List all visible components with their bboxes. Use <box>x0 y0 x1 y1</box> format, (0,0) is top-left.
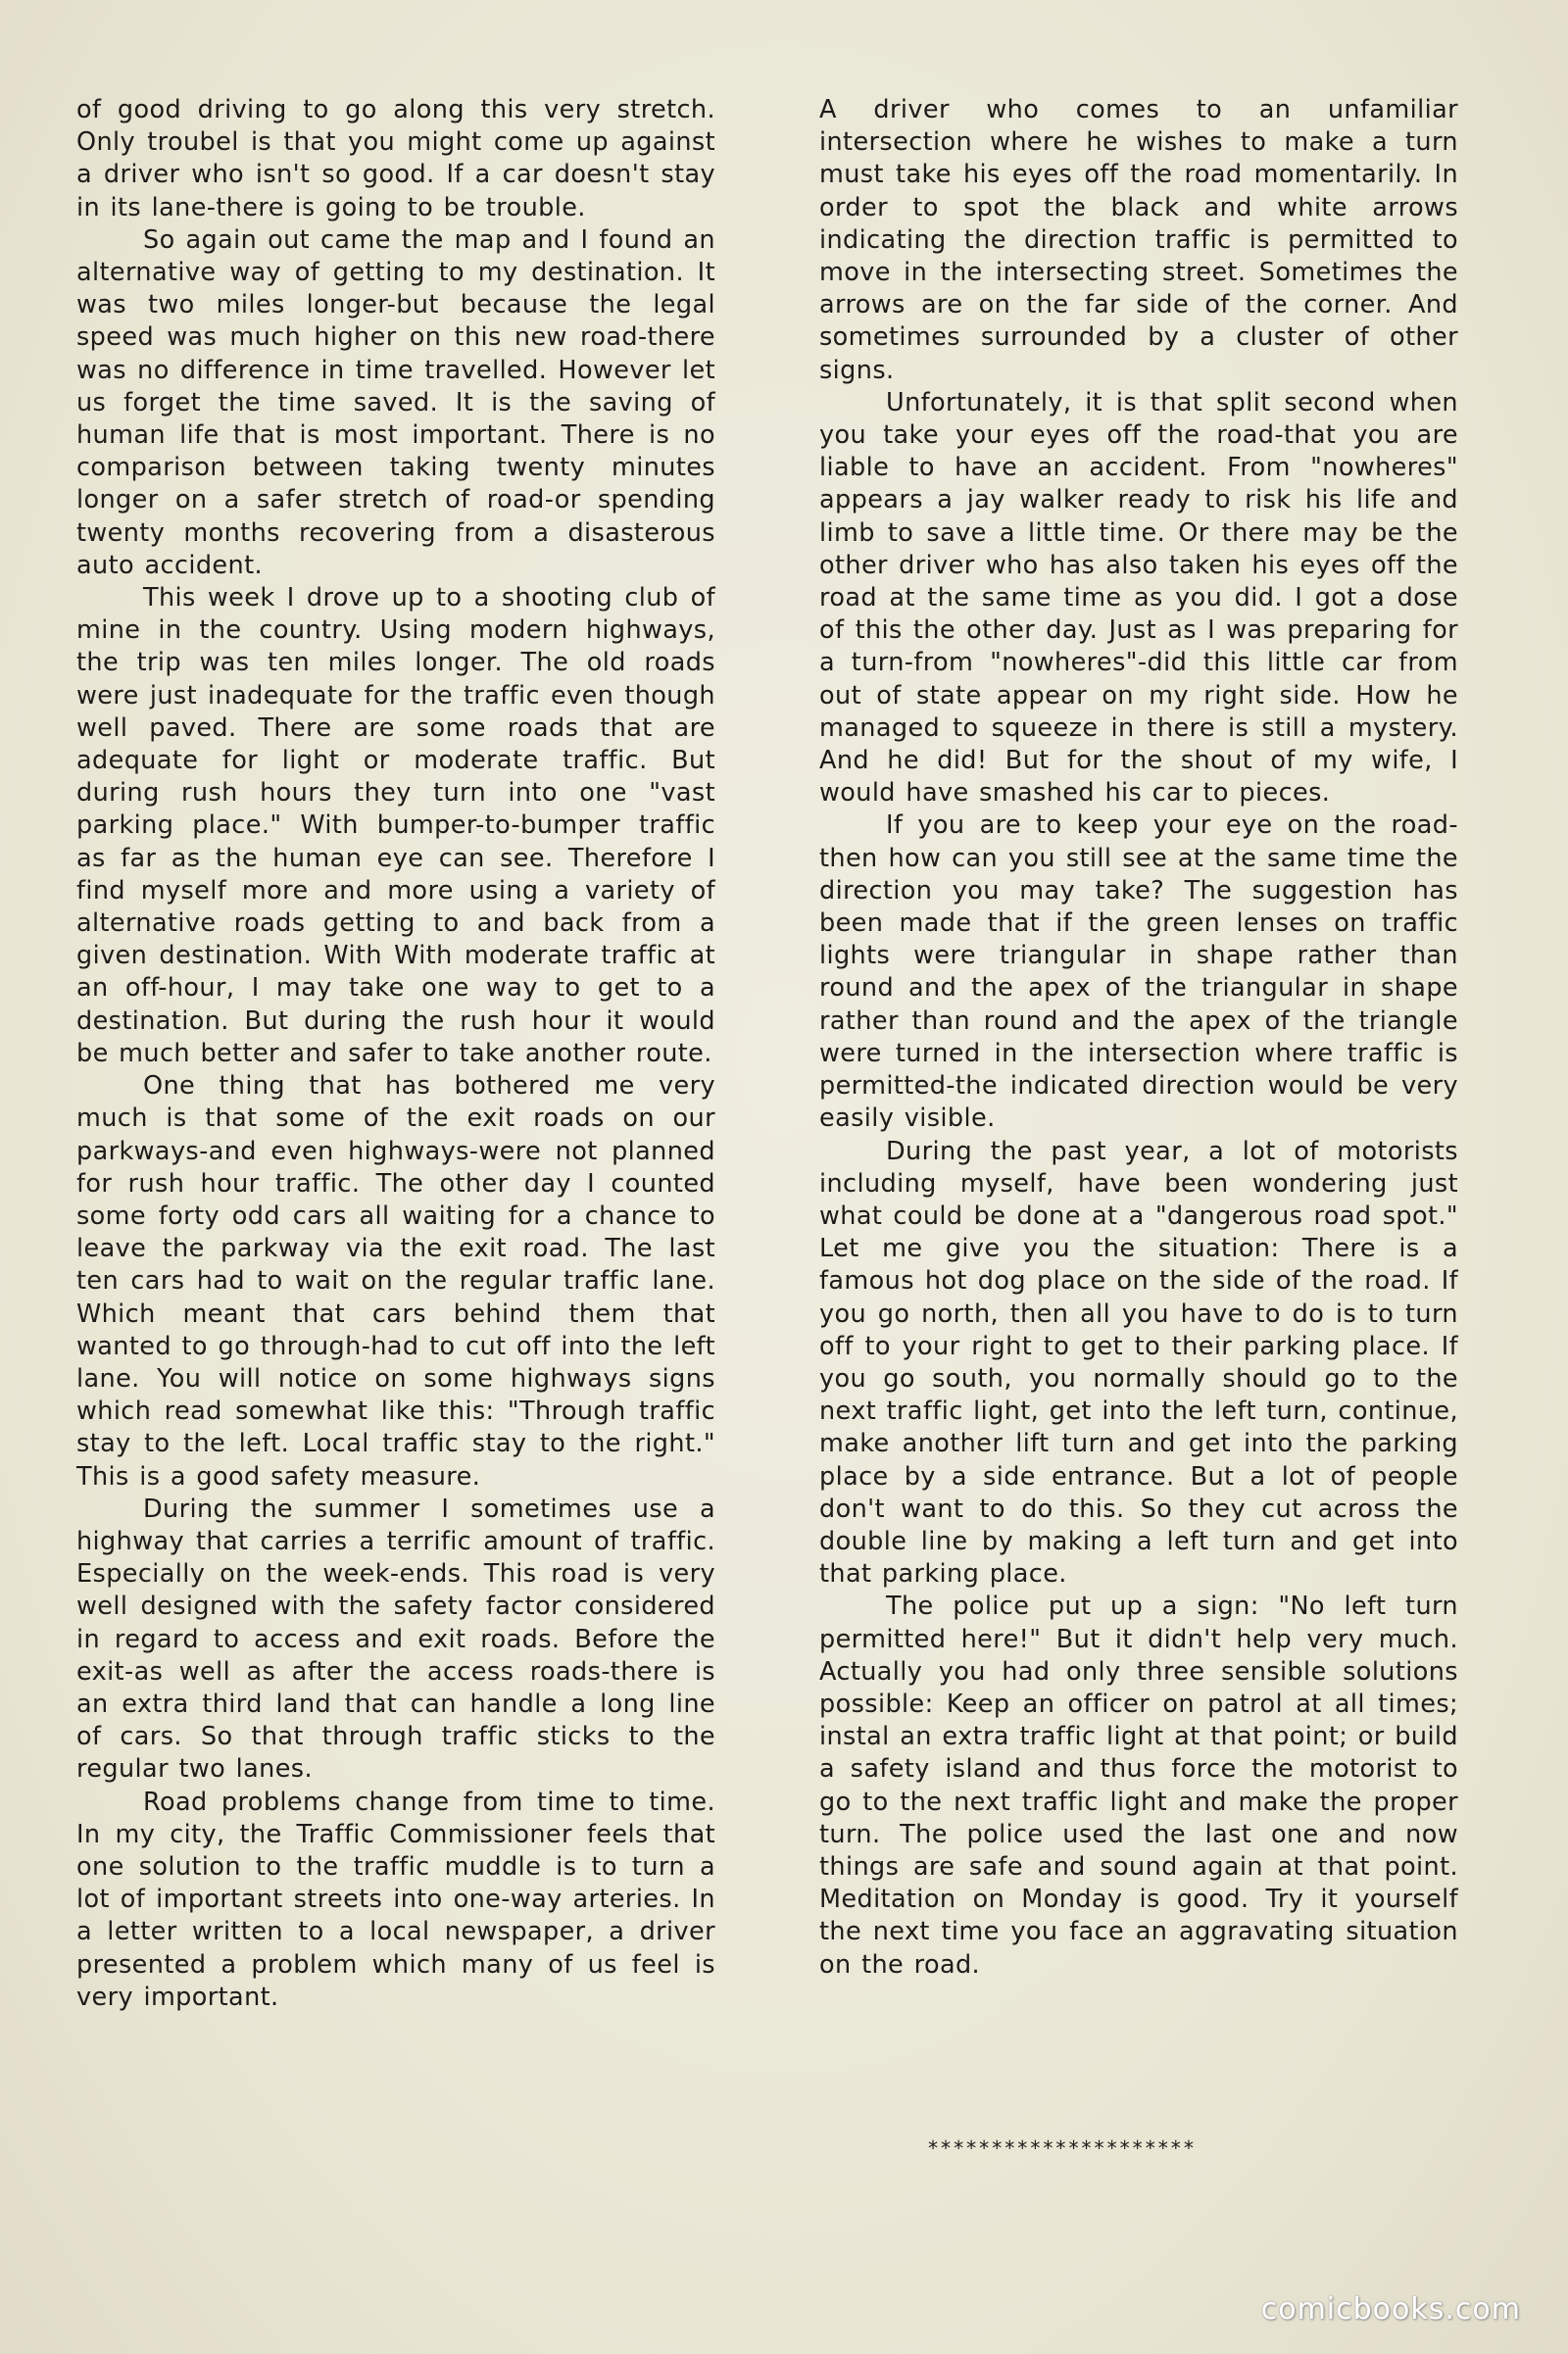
left-text-column <box>76 94 715 2014</box>
right-text-column <box>819 94 1458 1982</box>
site-watermark: comicbooks.com <box>1260 2292 1521 2327</box>
paragraph-unfamiliar-intersection: A driver who comes to an unfamiliar intersection where he wishes to make a turn must take his eyes off the road momentarily. In order to spot the black and white arrows indicating the direction traffic is permitted to move in the intersecting street. Sometimes the arrows are on the far side of the corner. And sometimes surrounded by a cluster of other signs. <box>819 95 1458 385</box>
paragraph-split-second: Unfortunately, it is that split second when you take your eyes off the road-that you are liable to have an accident. From "nowheres" appears a jay walker ready to risk his life and limb to save a little time. Or there may be the other driver who has also taken his eyes off the road at the same time as you did. I got a dose of this the other day. Just as I was preparing for a turn-from "nowheres"-did this little car from out of state appear on my right side. How he managed to squeeze in there is still a mystery. And he did! But for the shout of my wife, I would have smashed his car to pieces. <box>819 387 1458 809</box>
paragraph-triangular-lenses: If you are to keep your eye on the road-then how can you still see at the same time the direction you may take? The suggestion has been made that if the green lenses on traffic lights were triangular in shape rather than round and the apex of the triangular in shape rather than round and the apex of the triangle were turned in the intersection where traffic is permitted-the indicated direction would be very easily visible. <box>819 810 1458 1134</box>
paragraph-alternative-route: So again out came the map and I found an alternative way of getting to my destination. It was two miles longer-but because the legal speed was much higher on this new road-there was no difference in time travelled. However let us forget the time saved. It is the saving of human life that is most important. There is no comparison between taking twenty minutes longer on a safer stretch of road-or spending twenty months recovering from a disasterous auto accident. <box>76 224 715 580</box>
paragraph-summer-highway: During the summer I sometimes use a highway that carries a terrific amount of traffic. Especially on the week-ends. This road is very well designed with the safety factor considered in regard to access and exit roads. Before the exit-as well as after the access roads-there is an extra third land that can handle a long line of cars. So that through traffic sticks to the regular two lanes. <box>76 1494 715 1785</box>
paragraph-continued: of good driving to go along this very stretch. Only troubel is that you might come up against a driver who isn't so good. If a car doesn't stay in its lane-there is going to be trouble. <box>76 95 715 222</box>
paragraph-shooting-club: This week I drove up to a shooting club of mine in the country. Using modern highways, the trip was ten miles longer. The old roads were just inadequate for the traffic even though well paved. There are some roads that are adequate for light or moderate traffic. But during rush hours they turn into one "vast parking place." With bumper-to-bumper traffic as far as the human eye can see. Therefore I find myself more and more using a variety of alternative roads getting to and back from a given destination. With With moderate traffic at an off-hour, I may take one way to get to a destination. But during the rush hour it would be much better and safer to take another route. <box>76 583 715 1068</box>
paragraph-road-problems: Road problems change from time to time. In my city, the Traffic Commissioner feels that one solution to the traffic muddle is to turn a lot of important streets into one-way arteries. In a letter written to a local newspaper, a driver presented a problem which many of us feel is very important. <box>76 1787 715 2012</box>
paragraph-police-sign: The police put up a sign: "No left turn permitted here!" But it didn't help very much. Actually you had only three sensible solutions possible: Keep an officer on patrol at all times; instal an extra traffic light at that point; or build a safety island and thus force the motorist to go to the next traffic light and make the proper turn. The police used the last one and now things are safe and sound again at that point. Meditation on Monday is good. Try it yourself the next time you face an aggravating situation on the road. <box>819 1592 1458 1980</box>
paragraph-dangerous-road-spot: During the past year, a lot of motorists including myself, have been wondering just what could be done at a "dangerous road spot." Let me give you the situation: There is a famous hot dog place on the side of the road. If you go north, then all you have to do is to turn off to your right to get to their parking place. If you go south, you normally should go to the next traffic light, get into the left turn, continue, make another lift turn and get into the parking place by a side entrance. But a lot of people don't want to do this. So they cut across the double line by making a left turn and get into that parking place. <box>819 1136 1458 1590</box>
end-of-article-stars: ********************* <box>927 2136 1196 2160</box>
paragraph-exit-roads: One thing that has bothered me very much is that some of the exit roads on our parkways-and even highways-were not planned for rush hour traffic. The other day I counted some forty odd cars all waiting for a chance to leave the parkway via the exit road. The last ten cars had to wait on the regular traffic lane. Which meant that cars behind them that wanted to go through-had to cut off into the left lane. You will notice on some highways signs which read somewhat like this: "Through traffic stay to the left. Local traffic stay to the right." This is a good safety measure. <box>76 1071 715 1492</box>
